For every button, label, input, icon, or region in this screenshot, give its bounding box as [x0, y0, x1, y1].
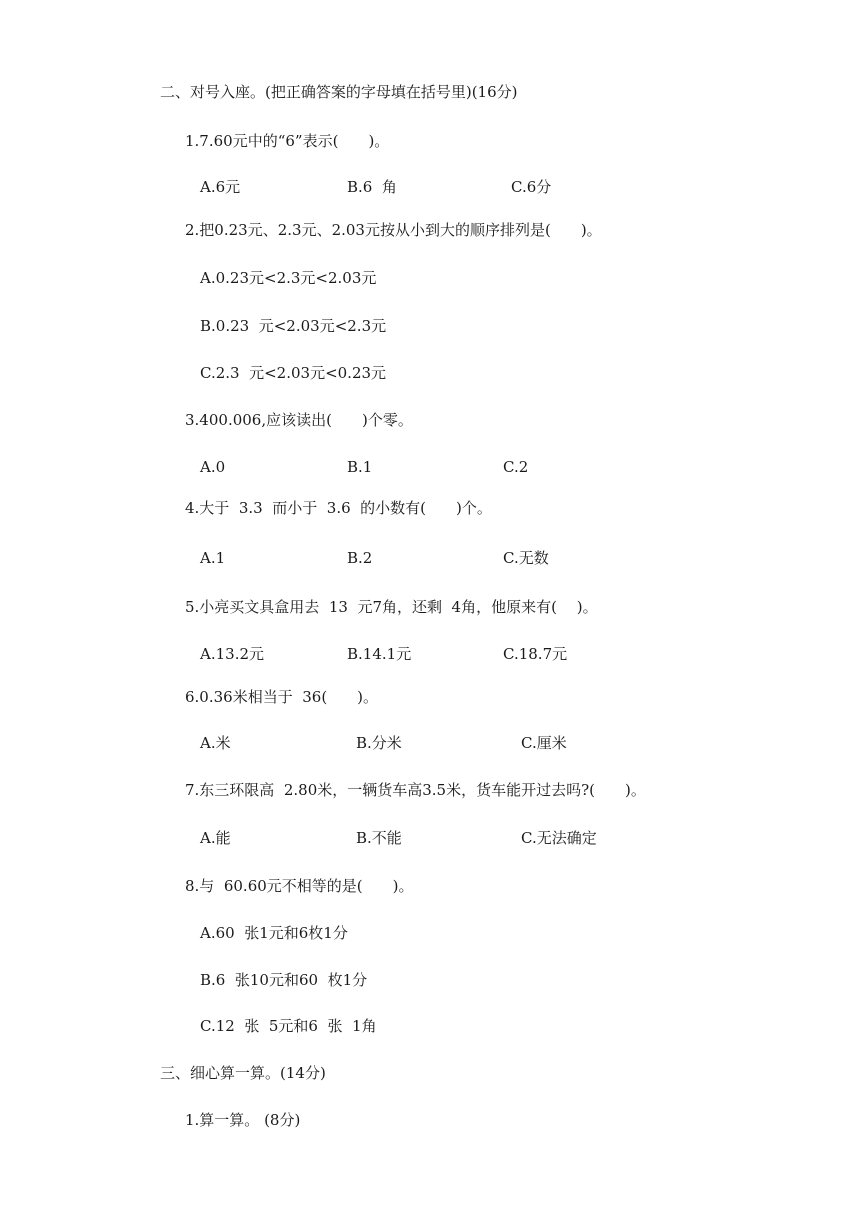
question-4-stem: 4.大于 3.3 而小于 3.6 的小数有( )个。	[185, 499, 492, 517]
question-1-option-b: B.6 角	[347, 178, 397, 196]
question-4-option-b: B.2	[347, 549, 373, 567]
question-2-stem: 2.把0.23元、2.3元、2.03元按从小到大的顺序排列是( )。	[185, 221, 602, 239]
question-1-option-a: A.6元	[200, 178, 241, 196]
question-5-option-b: B.14.1元	[347, 645, 412, 663]
question-3-stem: 3.400.006,应该读出( )个零。	[185, 411, 413, 429]
question-7-option-c: C.无法确定	[521, 829, 597, 847]
question-7-stem: 7.东三环限高 2.80米，一辆货车高3.5米，货车能开过去吗?( )。	[185, 781, 646, 799]
question-1-stem: 1.7.60元中的“6”表示( )。	[185, 132, 390, 150]
question-7-option-b: B.不能	[356, 829, 402, 847]
question-5-option-a: A.13.2元	[200, 645, 264, 663]
question-5-option-c: C.18.7元	[503, 645, 568, 663]
question-6-option-a: A.米	[200, 734, 231, 752]
question-2-option-b: B.0.23 元<2.03元<2.3元	[200, 317, 387, 335]
question-7-option-a: A.能	[200, 829, 231, 847]
question-6-option-c: C.厘米	[521, 734, 567, 752]
question-6-stem: 6.0.36米相当于 36( )。	[185, 688, 379, 706]
question-8-stem: 8.与 60.60元不相等的是( )。	[185, 877, 414, 895]
section-3-heading: 三、细心算一算。(14分)	[160, 1064, 326, 1082]
question-4-option-c: C.无数	[503, 549, 549, 567]
question-8-option-a: A.60 张1元和6枚1分	[200, 924, 348, 942]
question-2-option-c: C.2.3 元<2.03元<0.23元	[200, 364, 387, 382]
question-3-option-b: B.1	[347, 458, 373, 476]
question-3-option-c: C.2	[503, 458, 529, 476]
question-8-option-b: B.6 张10元和60 枚1分	[200, 971, 368, 989]
question-3-option-a: A.0	[200, 458, 226, 476]
section-3-sub-1: 1.算一算。 (8分)	[185, 1111, 301, 1129]
question-1-option-c: C.6分	[511, 178, 552, 196]
question-4-option-a: A.1	[200, 549, 226, 567]
question-5-stem: 5.小亮买文具盒用去 13 元7角，还剩 4角，他原来有( )。	[185, 598, 598, 616]
section-2-heading: 二、对号入座。(把正确答案的字母填在括号里)(16分)	[160, 83, 518, 101]
question-8-option-c: C.12 张 5元和6 张 1角	[200, 1017, 377, 1035]
question-6-option-b: B.分米	[356, 734, 402, 752]
question-2-option-a: A.0.23元<2.3元<2.03元	[200, 269, 377, 287]
